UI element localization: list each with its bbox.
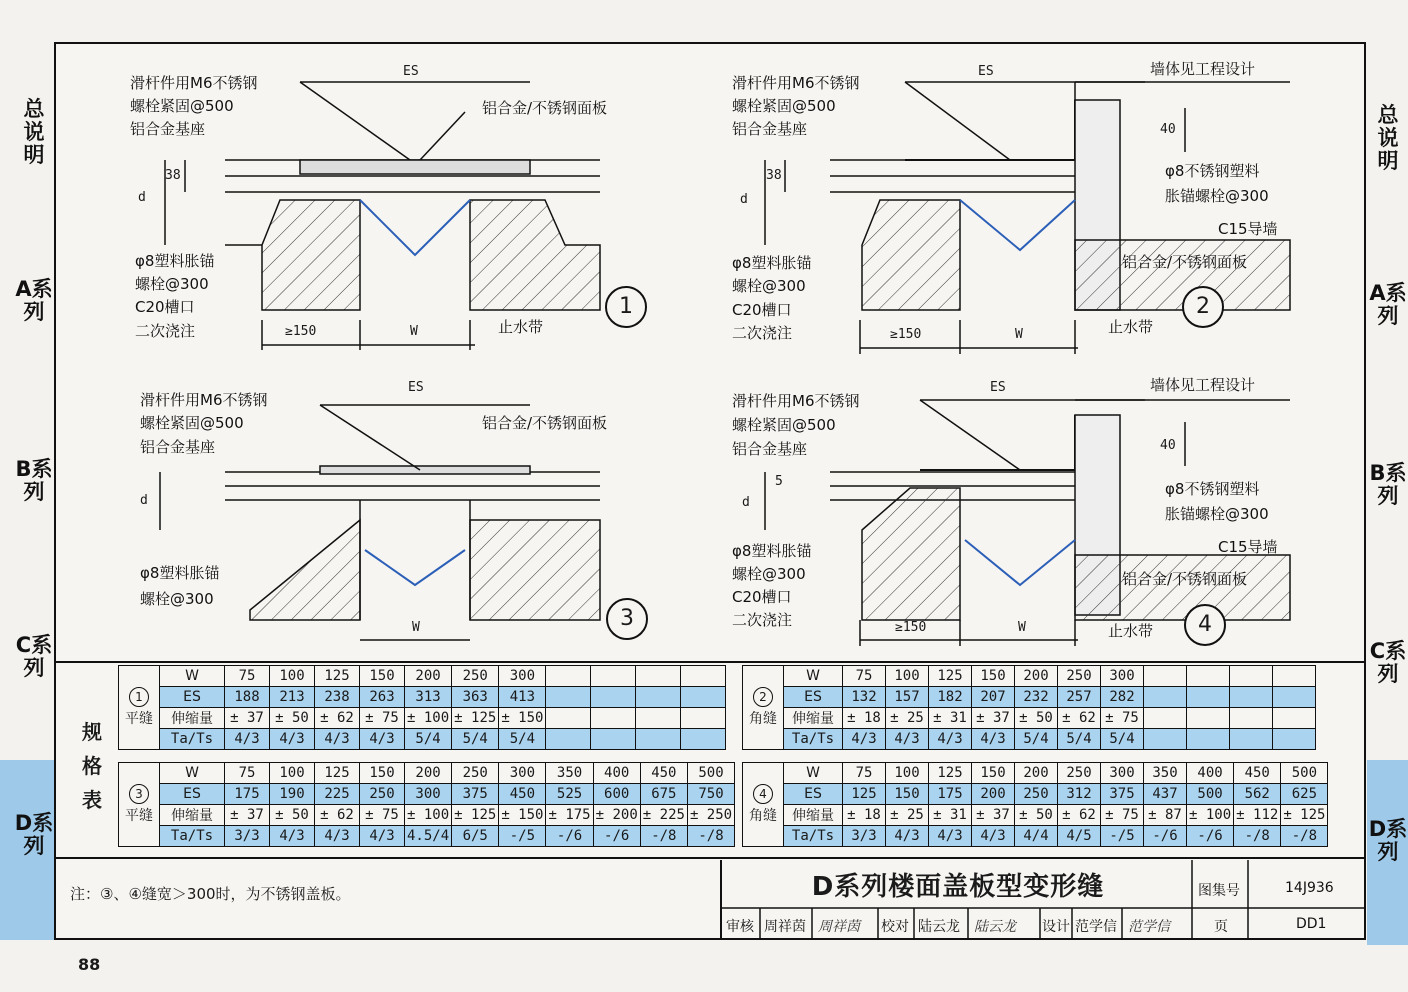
- d2-c20-label: C20槽口: [732, 301, 792, 319]
- t3-tats-header: Ta/Ts: [160, 826, 225, 847]
- t3-es-cell: 190: [270, 784, 315, 805]
- t4-move-cell: ± 50: [1015, 805, 1058, 826]
- t1-move-cell: ± 62: [315, 708, 360, 729]
- t1-w-cell: 300: [499, 666, 546, 687]
- t4-es-cell: 437: [1144, 784, 1187, 805]
- t4-move-cell: ± 87: [1144, 805, 1187, 826]
- t2-tats-cell: 5/4: [1058, 729, 1101, 750]
- t4-w-header: W: [784, 763, 843, 784]
- t1-es-cell: 363: [452, 687, 499, 708]
- t4-type: 角缝: [749, 807, 777, 824]
- t1-move-cell: ± 37: [225, 708, 270, 729]
- t1-move-cell: ± 125: [452, 708, 499, 729]
- t3-es-cell: 375: [452, 784, 499, 805]
- t3-es-cell: 675: [640, 784, 687, 805]
- t3-move-header: 伸缩量: [160, 805, 225, 826]
- t1-tats-cell: 4/3: [225, 729, 270, 750]
- t3-es-cell: 300: [405, 784, 452, 805]
- d1-c20-label: C20槽口: [135, 298, 195, 316]
- t3-es-cell: 225: [315, 784, 360, 805]
- d4-bolt-label-2: 螺栓紧固@500: [732, 416, 836, 434]
- t2-es-cell: 157: [886, 687, 929, 708]
- d1-dim-d: d: [138, 190, 146, 205]
- t3-move-cell: ± 100: [405, 805, 452, 826]
- t2-move-cell: ± 37: [972, 708, 1015, 729]
- t1-move-header: 伸缩量: [160, 708, 225, 729]
- t4-tats-cell: 3/3: [843, 826, 886, 847]
- t2-es-cell: 232: [1015, 687, 1058, 708]
- d4-dim-d: d: [742, 495, 750, 510]
- sidebar-left-item-2[interactable]: B系列: [15, 457, 53, 504]
- t3-w-cell: 500: [687, 763, 734, 784]
- t2-type: 角缝: [749, 710, 777, 727]
- d4-dim-5: 5: [775, 474, 783, 489]
- t2-move-cell: ± 31: [929, 708, 972, 729]
- d3-base-label: 铝合金基座: [140, 438, 216, 456]
- t4-tats-cell: 4/4: [1015, 826, 1058, 847]
- design-label: 设计: [1042, 919, 1070, 935]
- t1-tats-cell: 5/4: [452, 729, 499, 750]
- checker-signature: 陆云龙: [974, 919, 1016, 935]
- t3-es-cell: 525: [546, 784, 593, 805]
- sidebar-left-item-4[interactable]: D系列: [14, 811, 54, 858]
- t3-move-cell: ± 200: [593, 805, 640, 826]
- d1-es-dim: ES: [403, 64, 419, 79]
- d2-anchor-label: φ8塑料胀锚: [732, 254, 812, 272]
- t3-move-cell: ± 150: [499, 805, 546, 826]
- t4-move-cell: ± 112: [1234, 805, 1281, 826]
- t3-w-cell: 100: [270, 763, 315, 784]
- t4-w-cell: 500: [1281, 763, 1328, 784]
- checker-name: 陆云龙: [918, 919, 960, 935]
- t2-w-cell: 200: [1015, 666, 1058, 687]
- detail-4-marker: 4: [1184, 604, 1226, 646]
- t3-tats-cell: 3/3: [225, 826, 270, 847]
- t3-move-cell: ± 50: [270, 805, 315, 826]
- page-code: DD1: [1296, 916, 1327, 932]
- designer-name: 范学信: [1075, 919, 1117, 935]
- d2-ss-anchor-label: φ8不锈钢塑料: [1165, 162, 1260, 180]
- t1-move-cell: ± 50: [270, 708, 315, 729]
- t4-w-cell: 250: [1058, 763, 1101, 784]
- t3-move-cell: ± 250: [687, 805, 734, 826]
- t4-tats-cell: -/5: [1101, 826, 1144, 847]
- t3-tats-cell: 4.5/4: [405, 826, 452, 847]
- d2-dim-w: W: [1015, 327, 1023, 342]
- d4-c15-label: C15导墙: [1218, 538, 1278, 556]
- d2-pour-label: 二次浇注: [732, 324, 793, 342]
- detail-2-marker: 2: [1182, 286, 1224, 328]
- spec-table-title: 规格表: [82, 720, 102, 812]
- t4-tats-cell: -/6: [1144, 826, 1187, 847]
- t3-w-cell: 250: [452, 763, 499, 784]
- d4-wall-label: 墙体见工程设计: [1150, 376, 1256, 394]
- t4-tats-cell: 4/3: [972, 826, 1015, 847]
- t4-move-cell: ± 125: [1281, 805, 1328, 826]
- t3-tats-cell: 4/3: [315, 826, 360, 847]
- t3-move-cell: ± 175: [546, 805, 593, 826]
- t1-es-header: ES: [160, 687, 225, 708]
- t1-tats-cell: 5/4: [405, 729, 452, 750]
- t3-move-cell: ± 125: [452, 805, 499, 826]
- d3-dim-w: W: [412, 620, 420, 635]
- d4-ss-anchor-label: φ8不锈钢塑料: [1165, 480, 1260, 498]
- t2-tats-cell: 4/3: [843, 729, 886, 750]
- t1-move-cell: ± 150: [499, 708, 546, 729]
- t2-w-cell: 75: [843, 666, 886, 687]
- t2-circle: 2: [753, 687, 773, 707]
- t1-w-cell: 100: [270, 666, 315, 687]
- t3-es-cell: 750: [687, 784, 734, 805]
- d2-anchor-label-2: 螺栓@300: [732, 277, 806, 295]
- t3-tats-cell: -/8: [687, 826, 734, 847]
- sidebar-right-item-2[interactable]: B系列: [1369, 461, 1407, 508]
- t1-w-cell: 150: [360, 666, 405, 687]
- d3-dim-d: d: [140, 493, 148, 508]
- t4-move-header: 伸缩量: [784, 805, 843, 826]
- d2-base-label: 铝合金基座: [732, 120, 808, 138]
- d1-bolt-label-2: 螺栓紧固@500: [130, 97, 234, 115]
- d1-dim-38: 38: [165, 168, 181, 183]
- t2-es-header: ES: [784, 687, 843, 708]
- t3-move-cell: ± 62: [315, 805, 360, 826]
- t2-move-header: 伸缩量: [784, 708, 843, 729]
- t3-circle: 3: [129, 784, 149, 804]
- t1-w-header: W: [160, 666, 225, 687]
- t2-w-cell: 150: [972, 666, 1015, 687]
- t4-es-header: ES: [784, 784, 843, 805]
- d3-anchor-label: φ8塑料胀锚: [140, 564, 220, 582]
- t3-move-cell: ± 37: [225, 805, 270, 826]
- t1-type: 平缝: [125, 710, 153, 727]
- d2-c15-label: C15导墙: [1218, 220, 1278, 238]
- t4-w-cell: 350: [1144, 763, 1187, 784]
- t4-es-cell: 150: [886, 784, 929, 805]
- t3-w-cell: 300: [499, 763, 546, 784]
- t1-es-cell: 413: [499, 687, 546, 708]
- t4-tats-cell: 4/3: [886, 826, 929, 847]
- d3-bolt-label-2: 螺栓紧固@500: [140, 414, 244, 432]
- d1-pour-label: 二次浇注: [135, 322, 196, 340]
- d1-anchor-label: φ8塑料胀锚: [135, 252, 215, 270]
- page-label: 页: [1214, 919, 1228, 935]
- t3-w-cell: 150: [360, 763, 405, 784]
- d1-dim-150: ≥150: [285, 324, 317, 339]
- d2-es-dim: ES: [978, 64, 994, 79]
- t1-es-cell: 263: [360, 687, 405, 708]
- t2-es-cell: 257: [1058, 687, 1101, 708]
- t4-tats-cell: -/6: [1187, 826, 1234, 847]
- t1-w-cell: 75: [225, 666, 270, 687]
- d2-dim-40: 40: [1160, 122, 1176, 137]
- t4-w-cell: 200: [1015, 763, 1058, 784]
- atlas-label: 图集号: [1198, 883, 1240, 899]
- t3-es-cell: 175: [225, 784, 270, 805]
- t2-w-cell: 100: [886, 666, 929, 687]
- t2-es-cell: 132: [843, 687, 886, 708]
- d3-bolt-label: 滑杆件用M6不锈钢: [140, 391, 268, 409]
- d1-anchor-label-2: 螺栓@300: [135, 275, 209, 293]
- review-label: 审核: [726, 919, 754, 935]
- t4-w-cell: 300: [1101, 763, 1144, 784]
- d3-panel-label: 铝合金/不锈钢面板: [482, 414, 608, 432]
- t1-move-cell: ± 75: [360, 708, 405, 729]
- reviewer-name: 周祥茵: [764, 919, 806, 935]
- d4-waterstop-label: 止水带: [1108, 622, 1154, 640]
- t2-move-cell: ± 50: [1015, 708, 1058, 729]
- sidebar-left-item-3[interactable]: C系列: [15, 633, 53, 680]
- detail-1-marker: 1: [605, 286, 647, 328]
- t2-w-header: W: [784, 666, 843, 687]
- d2-bolt-label: 滑杆件用M6不锈钢: [732, 74, 860, 92]
- t4-tats-cell: 4/5: [1058, 826, 1101, 847]
- t3-tats-cell: 6/5: [452, 826, 499, 847]
- t1-tats-cell: 4/3: [270, 729, 315, 750]
- t4-move-cell: ± 62: [1058, 805, 1101, 826]
- t3-w-cell: 450: [640, 763, 687, 784]
- t3-es-header: ES: [160, 784, 225, 805]
- sidebar-right-item-4[interactable]: D系列: [1368, 817, 1408, 864]
- t3-es-cell: 600: [593, 784, 640, 805]
- t3-w-cell: 200: [405, 763, 452, 784]
- t2-tats-header: Ta/Ts: [784, 729, 843, 750]
- t4-tats-cell: -/8: [1234, 826, 1281, 847]
- d4-dim-40: 40: [1160, 438, 1176, 453]
- atlas-number: 14J936: [1285, 880, 1334, 896]
- d1-waterstop-label: 止水带: [498, 318, 544, 336]
- t4-es-cell: 625: [1281, 784, 1328, 805]
- t4-es-cell: 125: [843, 784, 886, 805]
- d1-bolt-label: 滑杆件用M6不锈钢: [130, 74, 258, 92]
- t4-w-cell: 400: [1187, 763, 1234, 784]
- d2-dim-38: 38: [766, 168, 782, 183]
- t2-es-cell: 207: [972, 687, 1015, 708]
- d4-dim-150: ≥150: [895, 620, 927, 635]
- t4-w-cell: 450: [1234, 763, 1281, 784]
- t2-tats-cell: 4/3: [972, 729, 1015, 750]
- d4-pour-label: 二次浇注: [732, 611, 793, 629]
- d2-dim-150: ≥150: [890, 327, 922, 342]
- d3-es-dim: ES: [408, 380, 424, 395]
- t1-w-cell: 200: [405, 666, 452, 687]
- t4-move-cell: ± 18: [843, 805, 886, 826]
- t4-move-cell: ± 100: [1187, 805, 1234, 826]
- designer-signature: 范学信: [1128, 919, 1170, 935]
- t3-tats-cell: 4/3: [270, 826, 315, 847]
- t3-w-cell: 75: [225, 763, 270, 784]
- t2-move-cell: ± 75: [1101, 708, 1144, 729]
- t2-tats-cell: 5/4: [1015, 729, 1058, 750]
- d4-panel-label: 铝合金/不锈钢面板: [1122, 570, 1248, 588]
- sidebar-right-item-0[interactable]: 总说明: [1377, 103, 1399, 173]
- t1-circle: 1: [129, 687, 149, 707]
- d3-anchor-label-2: 螺栓@300: [140, 590, 214, 608]
- d1-base-label: 铝合金基座: [130, 120, 206, 138]
- t2-move-cell: ± 18: [843, 708, 886, 729]
- t4-move-cell: ± 25: [886, 805, 929, 826]
- t3-tats-cell: 4/3: [360, 826, 405, 847]
- t2-w-cell: 125: [929, 666, 972, 687]
- d2-wall-label: 墙体见工程设计: [1150, 60, 1256, 78]
- t4-es-cell: 175: [929, 784, 972, 805]
- d2-waterstop-label: 止水带: [1108, 318, 1154, 336]
- drawing-title: D系列楼面盖板型变形缝: [811, 872, 1105, 902]
- t2-move-cell: ± 25: [886, 708, 929, 729]
- t3-tats-cell: -/6: [593, 826, 640, 847]
- t2-w-cell: 300: [1101, 666, 1144, 687]
- d4-c20-label: C20槽口: [732, 588, 792, 606]
- sidebar-left-item-1[interactable]: A系列: [15, 277, 53, 324]
- t3-es-cell: 450: [499, 784, 546, 805]
- t4-move-cell: ± 37: [972, 805, 1015, 826]
- t1-w-cell: 125: [315, 666, 360, 687]
- t2-tats-cell: 4/3: [886, 729, 929, 750]
- t3-move-cell: ± 225: [640, 805, 687, 826]
- t4-tats-cell: 4/3: [929, 826, 972, 847]
- d1-panel-label: 铝合金/不锈钢面板: [482, 99, 608, 117]
- t4-move-cell: ± 31: [929, 805, 972, 826]
- t1-tats-cell: 5/4: [499, 729, 546, 750]
- t4-w-cell: 150: [972, 763, 1015, 784]
- d1-dim-w: W: [410, 324, 418, 339]
- reviewer-signature: 周祥茵: [818, 919, 860, 935]
- t3-tats-cell: -/6: [546, 826, 593, 847]
- t1-es-cell: 213: [270, 687, 315, 708]
- t1-es-cell: 188: [225, 687, 270, 708]
- t4-circle: 4: [753, 784, 773, 804]
- page-number: 88: [78, 955, 101, 974]
- t2-w-cell: 250: [1058, 666, 1101, 687]
- t1-tats-header: Ta/Ts: [160, 729, 225, 750]
- d4-bolt-label: 滑杆件用M6不锈钢: [732, 392, 860, 410]
- t1-w-cell: 250: [452, 666, 499, 687]
- detail-3-marker: 3: [606, 598, 648, 640]
- d4-base-label: 铝合金基座: [732, 440, 808, 458]
- check-label: 校对: [881, 919, 909, 935]
- t2-es-cell: 182: [929, 687, 972, 708]
- d2-bolt-label-2: 螺栓紧固@500: [732, 97, 836, 115]
- t3-tats-cell: -/8: [640, 826, 687, 847]
- t3-tats-cell: -/5: [499, 826, 546, 847]
- sidebar-right-item-1[interactable]: A系列: [1369, 281, 1407, 328]
- d4-anchor-label: φ8塑料胀锚: [732, 542, 812, 560]
- d4-es-dim: ES: [990, 380, 1006, 395]
- t3-w-cell: 125: [315, 763, 360, 784]
- t1-es-cell: 238: [315, 687, 360, 708]
- d4-dim-w: W: [1018, 620, 1026, 635]
- t2-move-cell: ± 62: [1058, 708, 1101, 729]
- t1-move-cell: ± 100: [405, 708, 452, 729]
- t4-es-cell: 312: [1058, 784, 1101, 805]
- t4-es-cell: 200: [972, 784, 1015, 805]
- sidebar-right-item-3[interactable]: C系列: [1369, 639, 1407, 686]
- sidebar-left-item-0[interactable]: 总说明: [23, 97, 45, 167]
- t4-move-cell: ± 75: [1101, 805, 1144, 826]
- t4-w-cell: 100: [886, 763, 929, 784]
- d4-ss-anchor-label-2: 胀锚螺栓@300: [1165, 505, 1269, 523]
- t2-es-cell: 282: [1101, 687, 1144, 708]
- t3-w-header: W: [160, 763, 225, 784]
- d2-dim-d: d: [740, 192, 748, 207]
- t2-tats-cell: 5/4: [1101, 729, 1144, 750]
- t3-move-cell: ± 75: [360, 805, 405, 826]
- t2-tats-cell: 4/3: [929, 729, 972, 750]
- t3-type: 平缝: [125, 807, 153, 824]
- t1-tats-cell: 4/3: [315, 729, 360, 750]
- note-text: 注：③、④缝宽＞300时，为不锈钢盖板。: [70, 885, 351, 903]
- t4-tats-header: Ta/Ts: [784, 826, 843, 847]
- t3-es-cell: 250: [360, 784, 405, 805]
- t4-w-cell: 125: [929, 763, 972, 784]
- d4-anchor-label-2: 螺栓@300: [732, 565, 806, 583]
- t3-w-cell: 350: [546, 763, 593, 784]
- d2-ss-anchor-label-2: 胀锚螺栓@300: [1165, 187, 1269, 205]
- t4-tats-cell: -/8: [1281, 826, 1328, 847]
- t4-w-cell: 75: [843, 763, 886, 784]
- t1-es-cell: 313: [405, 687, 452, 708]
- t1-tats-cell: 4/3: [360, 729, 405, 750]
- t4-es-cell: 562: [1234, 784, 1281, 805]
- d2-panel-label: 铝合金/不锈钢面板: [1122, 253, 1248, 271]
- t4-es-cell: 375: [1101, 784, 1144, 805]
- t3-w-cell: 400: [593, 763, 640, 784]
- t4-es-cell: 250: [1015, 784, 1058, 805]
- t4-es-cell: 500: [1187, 784, 1234, 805]
